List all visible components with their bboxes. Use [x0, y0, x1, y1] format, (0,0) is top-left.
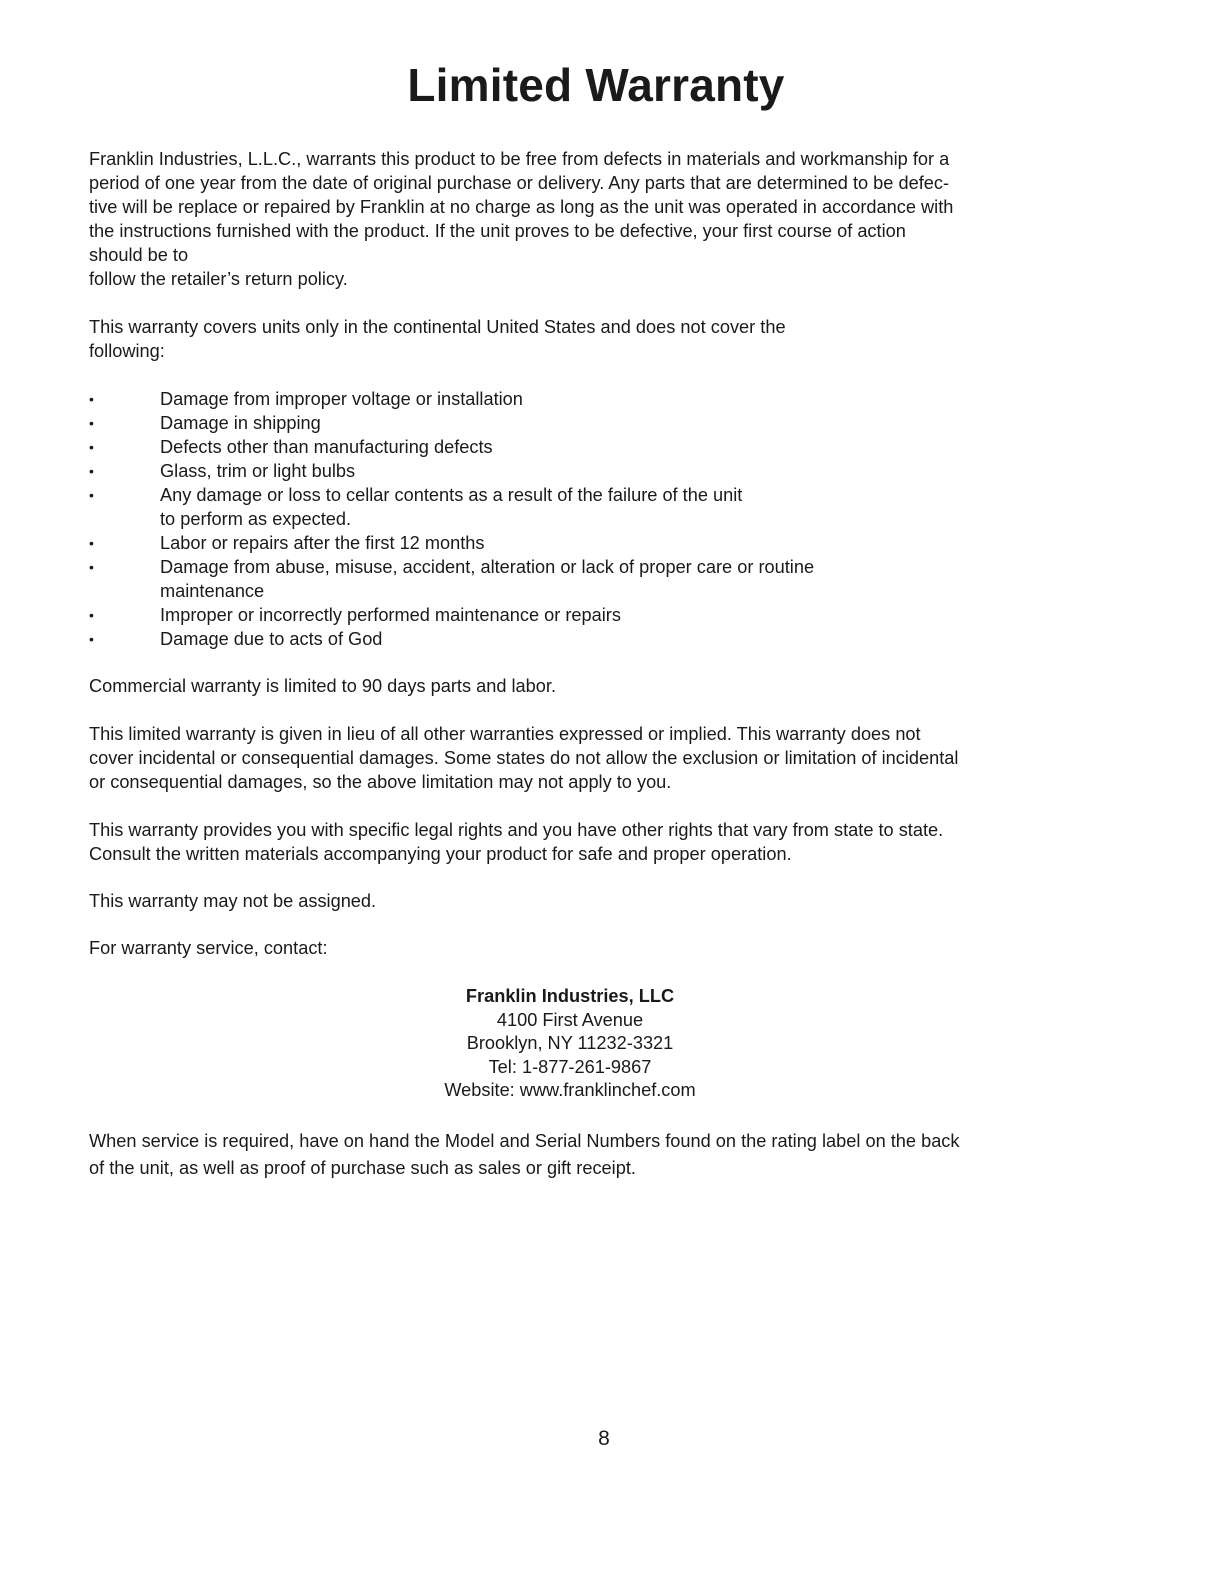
- bullet-icon: •: [89, 607, 94, 623]
- list-item-text: Damage from improper voltage or installation: [160, 389, 523, 409]
- list-item-text: Labor or repairs after the first 12 months: [160, 533, 485, 553]
- list-item: [89, 555, 989, 603]
- list-item-text: Damage in shipping: [160, 413, 321, 433]
- commercial-warranty-text: Commercial warranty is limited to 90 days parts and labor.: [89, 676, 557, 696]
- list-item-text: Damage from abuse, misuse, accident, alteration or lack of proper care or routine maintenance: [160, 557, 815, 601]
- list-item: [89, 435, 989, 459]
- phone-number: Tel: 1-877-261-9867: [488, 1056, 652, 1077]
- list-item: [89, 627, 989, 651]
- list-item: [89, 603, 989, 627]
- list-item: [89, 483, 989, 531]
- list-item: [89, 459, 989, 483]
- bullet-icon: •: [89, 415, 94, 431]
- intro-line: period of one year from the date of original purchase or delivery. Any parts that are determined to be defec-: [89, 173, 950, 193]
- lieu-line: or consequential damages, so the above limitation may not apply to you.: [89, 772, 672, 792]
- list-item-text: Defects other than manufacturing defects: [160, 437, 493, 457]
- intro-paragraph: [89, 147, 1069, 291]
- city-address: Brooklyn, NY 11232-3321: [466, 1033, 674, 1053]
- closing-line: of the unit, as well as proof of purchase such as sales or gift receipt.: [89, 1158, 636, 1178]
- coverage-line: following:: [89, 341, 165, 361]
- lieu-line: This limited warranty is given in lieu of all other warranties expressed or implied. This warranty does not: [89, 724, 921, 744]
- coverage-paragraph: [89, 315, 1069, 363]
- rights-line: Consult the written materials accompanying your product for safe and proper operation.: [89, 844, 792, 864]
- contact-block: [370, 985, 770, 1103]
- page-title: Limited Warranty: [407, 59, 785, 111]
- service-intro-text: For warranty service, contact:: [89, 938, 328, 958]
- intro-line: the instructions furnished with the product. If the unit proves to be defective, your first course of action: [89, 221, 906, 241]
- intro-line: Franklin Industries, L.L.C., warrants this product to be free from defects in materials and workmanship for a: [89, 149, 950, 169]
- page-number: 8: [598, 1427, 610, 1450]
- street-address: 4100 First Avenue: [496, 1009, 644, 1030]
- rights-paragraph: [89, 818, 1069, 866]
- list-item: [89, 411, 989, 435]
- list-item-text: Damage due to acts of God: [160, 629, 383, 649]
- bullet-icon: •: [89, 463, 94, 479]
- assignment-text: This warranty may not be assigned.: [89, 891, 377, 911]
- intro-line: follow the retailer’s return policy.: [89, 269, 348, 289]
- bullet-icon: •: [89, 391, 94, 407]
- bullet-icon: •: [89, 559, 94, 575]
- coverage-line: This warranty covers units only in the continental United States and does not cover the: [89, 317, 786, 337]
- bullet-icon: •: [89, 631, 94, 647]
- list-item: [89, 531, 989, 555]
- closing-line: When service is required, have on hand the Model and Serial Numbers found on the rating label on the back: [89, 1131, 960, 1151]
- list-item: [89, 387, 989, 411]
- intro-line: tive will be replace or repaired by Franklin at no charge as long as the unit was operated in accordance with: [89, 197, 954, 217]
- list-item-text: Improper or incorrectly performed maintenance or repairs: [160, 605, 621, 625]
- lieu-paragraph: [89, 722, 1069, 794]
- intro-line: should be to: [89, 245, 189, 265]
- bullet-icon: •: [89, 535, 94, 551]
- exclusions-list: [89, 387, 989, 651]
- bullet-icon: •: [89, 439, 94, 455]
- bullet-icon: •: [89, 487, 94, 503]
- rights-line: This warranty provides you with specific legal rights and you have other rights that vary from state to state.: [89, 820, 944, 840]
- company-name: Franklin Industries, LLC: [465, 986, 675, 1006]
- lieu-line: cover incidental or consequential damages. Some states do not allow the exclusion or limitation of incidental: [89, 748, 959, 768]
- list-item-text: Glass, trim or light bulbs: [160, 461, 356, 481]
- closing-paragraph: [89, 1128, 1069, 1182]
- list-item-text: Any damage or loss to cellar contents as a result of the failure of the unit to perform as expected.: [160, 485, 743, 529]
- website-address: Website: www.franklinchef.com: [444, 1080, 696, 1100]
